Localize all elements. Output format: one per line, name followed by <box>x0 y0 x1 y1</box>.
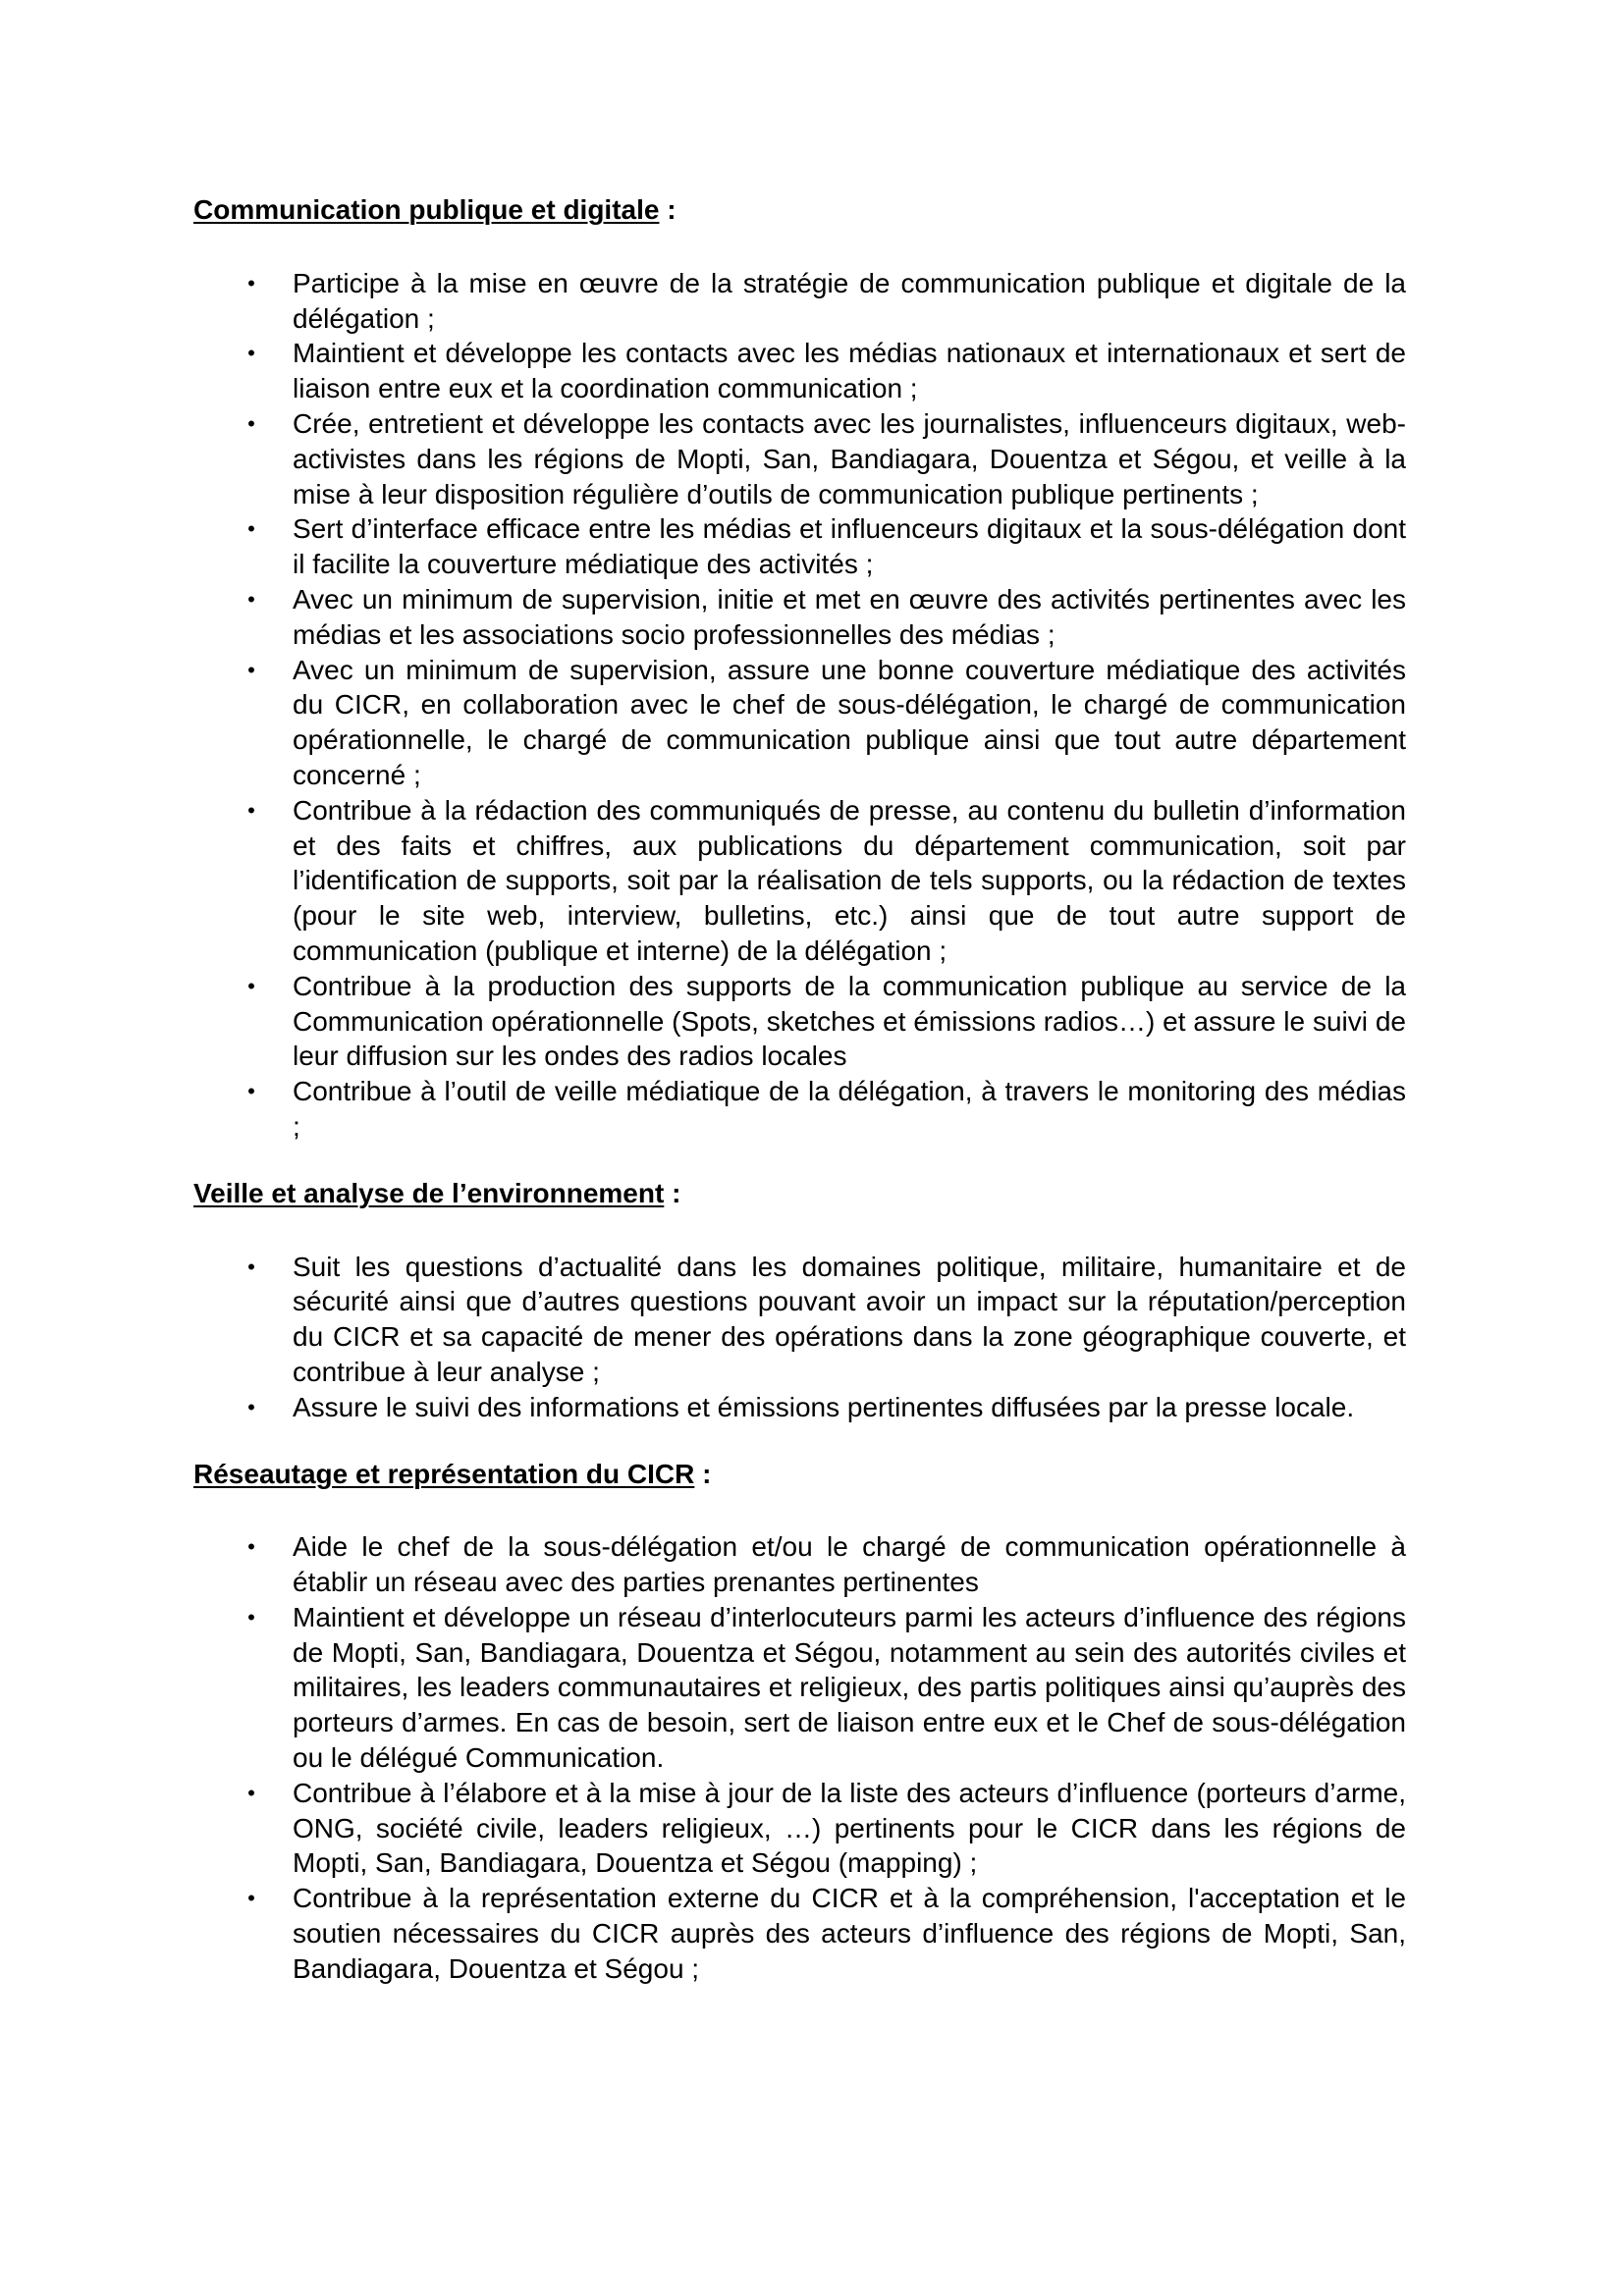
bullet-list <box>193 1529 1406 1986</box>
list-item-text: Maintient et développe un réseau d’interlocuteurs parmi les acteurs d’influence des régions de Mopti, San, Bandiagara, Douentza et Ségou, notamment au sein des autorités civiles et militaires, les leaders communautaires et religieux, des partis politiques ainsi qu’auprès des porteurs d’armes. En cas de besoin, sert de liaison entre eux et le Chef de sous-délégation ou le délégué Communication. <box>293 1601 1406 1774</box>
list-item-text: Contribue à l’élabore et à la mise à jour de la liste des acteurs d’influence (porteurs d’arme, ONG, société civile, leaders religieux, …) pertinents pour le CICR dans les régions de Mopti, San, Bandiagara, Douentza et Ségou (mapping) ; <box>293 1777 1406 1879</box>
bullet-list <box>193 266 1406 1145</box>
list-item-text: Contribue à la rédaction des communiqués de presse, au contenu du bulletin d’information et des faits et chiffres, aux publications du département communication, soit par l’identification de supports, soit par la réalisation de tels supports, ou la rédaction de textes (pour le site web, interview, bulletins, etc.) ainsi que de tout autre support de communication (publique et interne) de la délégation ; <box>293 794 1406 966</box>
section-heading-colon: : <box>664 1177 681 1208</box>
bullet-icon: • <box>247 1780 255 1805</box>
bullet-icon: • <box>247 1254 255 1279</box>
list-item <box>193 266 1406 337</box>
bullet-icon: • <box>247 270 255 295</box>
list-item-text: Sert d’interface efficace entre les médias et influenceurs digitaux et la sous-délégation dont il facilite la couverture médiatique des activités ; <box>293 513 1406 580</box>
bullet-icon: • <box>247 410 255 436</box>
section-reseautage-representation-cicr <box>193 1457 1406 1987</box>
section-heading-title: Veille et analyse de l’environnement <box>193 1177 665 1208</box>
list-item-text: Crée, entretient et développe les contacts avec les journalistes, influenceurs digitaux, web-activistes dans les régions de Mopti, San, Bandiagara, Douentza et Ségou, et veille à la mise à leur disposition régulière d’outils de communication publique pertinents ; <box>293 407 1406 509</box>
list-item <box>193 1600 1406 1776</box>
bullet-icon: • <box>247 516 255 542</box>
bullet-list <box>193 1250 1406 1425</box>
list-item <box>193 406 1406 511</box>
bullet-icon: • <box>247 657 255 682</box>
list-item-text: Participe à la mise en œuvre de la stratégie de communication publique et digitale de la délégation ; <box>293 267 1406 334</box>
section-heading <box>193 1176 1406 1211</box>
bullet-icon: • <box>247 1079 255 1104</box>
section-heading-colon: : <box>694 1458 712 1489</box>
bullet-icon: • <box>247 586 255 612</box>
section-heading <box>193 1457 1406 1492</box>
bullet-icon: • <box>247 973 255 998</box>
section-heading-title: Réseautage et représentation du CICR <box>193 1458 695 1489</box>
list-item <box>193 1881 1406 1986</box>
section-heading <box>193 192 1406 228</box>
list-item-text: Contribue à la production des supports de la communication publique au service de la Communication opérationnelle (Spots, sketches et émissions radios…) et assure le suivi de leur diffusion sur les ondes des radios locales <box>293 970 1406 1072</box>
list-item <box>193 793 1406 969</box>
list-item <box>193 653 1406 793</box>
document-page <box>193 192 1406 2018</box>
bullet-icon: • <box>247 797 255 823</box>
list-item <box>193 1250 1406 1390</box>
list-item <box>193 1776 1406 1881</box>
section-heading-colon: : <box>659 194 677 225</box>
list-item <box>193 1074 1406 1145</box>
list-item-text: Maintient et développe les contacts avec les médias nationaux et internationaux et sert de liaison entre eux et la coordination communication ; <box>293 338 1406 404</box>
bullet-icon: • <box>247 1394 255 1419</box>
list-item-text: Contribue à la représentation externe du CICR et à la compréhension, l'acceptation et le soutien nécessaires du CICR auprès des acteurs d’influence des régions de Mopti, San, Bandiagara, Douentza et Ségou ; <box>293 1883 1406 1984</box>
list-item-text: Suit les questions d’actualité dans les domaines politique, militaire, humanitaire et de sécurité ainsi que d’autres questions pouvant avoir un impact sur la réputation/perception du CICR et sa capacité de mener des opérations dans la zone géographique couverte, et contribue à leur analyse ; <box>293 1251 1406 1387</box>
list-item <box>193 969 1406 1074</box>
list-item <box>193 1529 1406 1600</box>
bullet-icon: • <box>247 1534 255 1560</box>
bullet-icon: • <box>247 341 255 366</box>
list-item <box>193 336 1406 406</box>
bullet-icon: • <box>247 1886 255 1911</box>
list-item-text: Aide le chef de la sous-délégation et/ou le chargé de communication opérationnelle à établir un réseau avec des parties prenantes pertinentes <box>293 1531 1406 1598</box>
list-item <box>193 1390 1406 1425</box>
list-item-text: Assure le suivi des informations et émissions pertinentes diffusées par la presse locale. <box>293 1391 1355 1422</box>
list-item-text: Avec un minimum de supervision, assure une bonne couverture médiatique des activités du CICR, en collaboration avec le chef de sous-délégation, le chargé de communication opérationnelle, le chargé de communication publique ainsi que tout autre département concerné ; <box>293 654 1406 790</box>
bullet-icon: • <box>247 1604 255 1629</box>
section-veille-analyse-environnement <box>193 1176 1406 1425</box>
list-item <box>193 511 1406 582</box>
list-item-text: Avec un minimum de supervision, initie et met en œuvre des activités pertinentes avec les médias et les associations socio professionnelles des médias ; <box>293 583 1406 650</box>
section-communication-publique-digitale <box>193 192 1406 1145</box>
list-item <box>193 582 1406 653</box>
list-item-text: Contribue à l’outil de veille médiatique de la délégation, à travers le monitoring des médias ; <box>293 1076 1406 1142</box>
section-heading-title: Communication publique et digitale <box>193 194 660 225</box>
